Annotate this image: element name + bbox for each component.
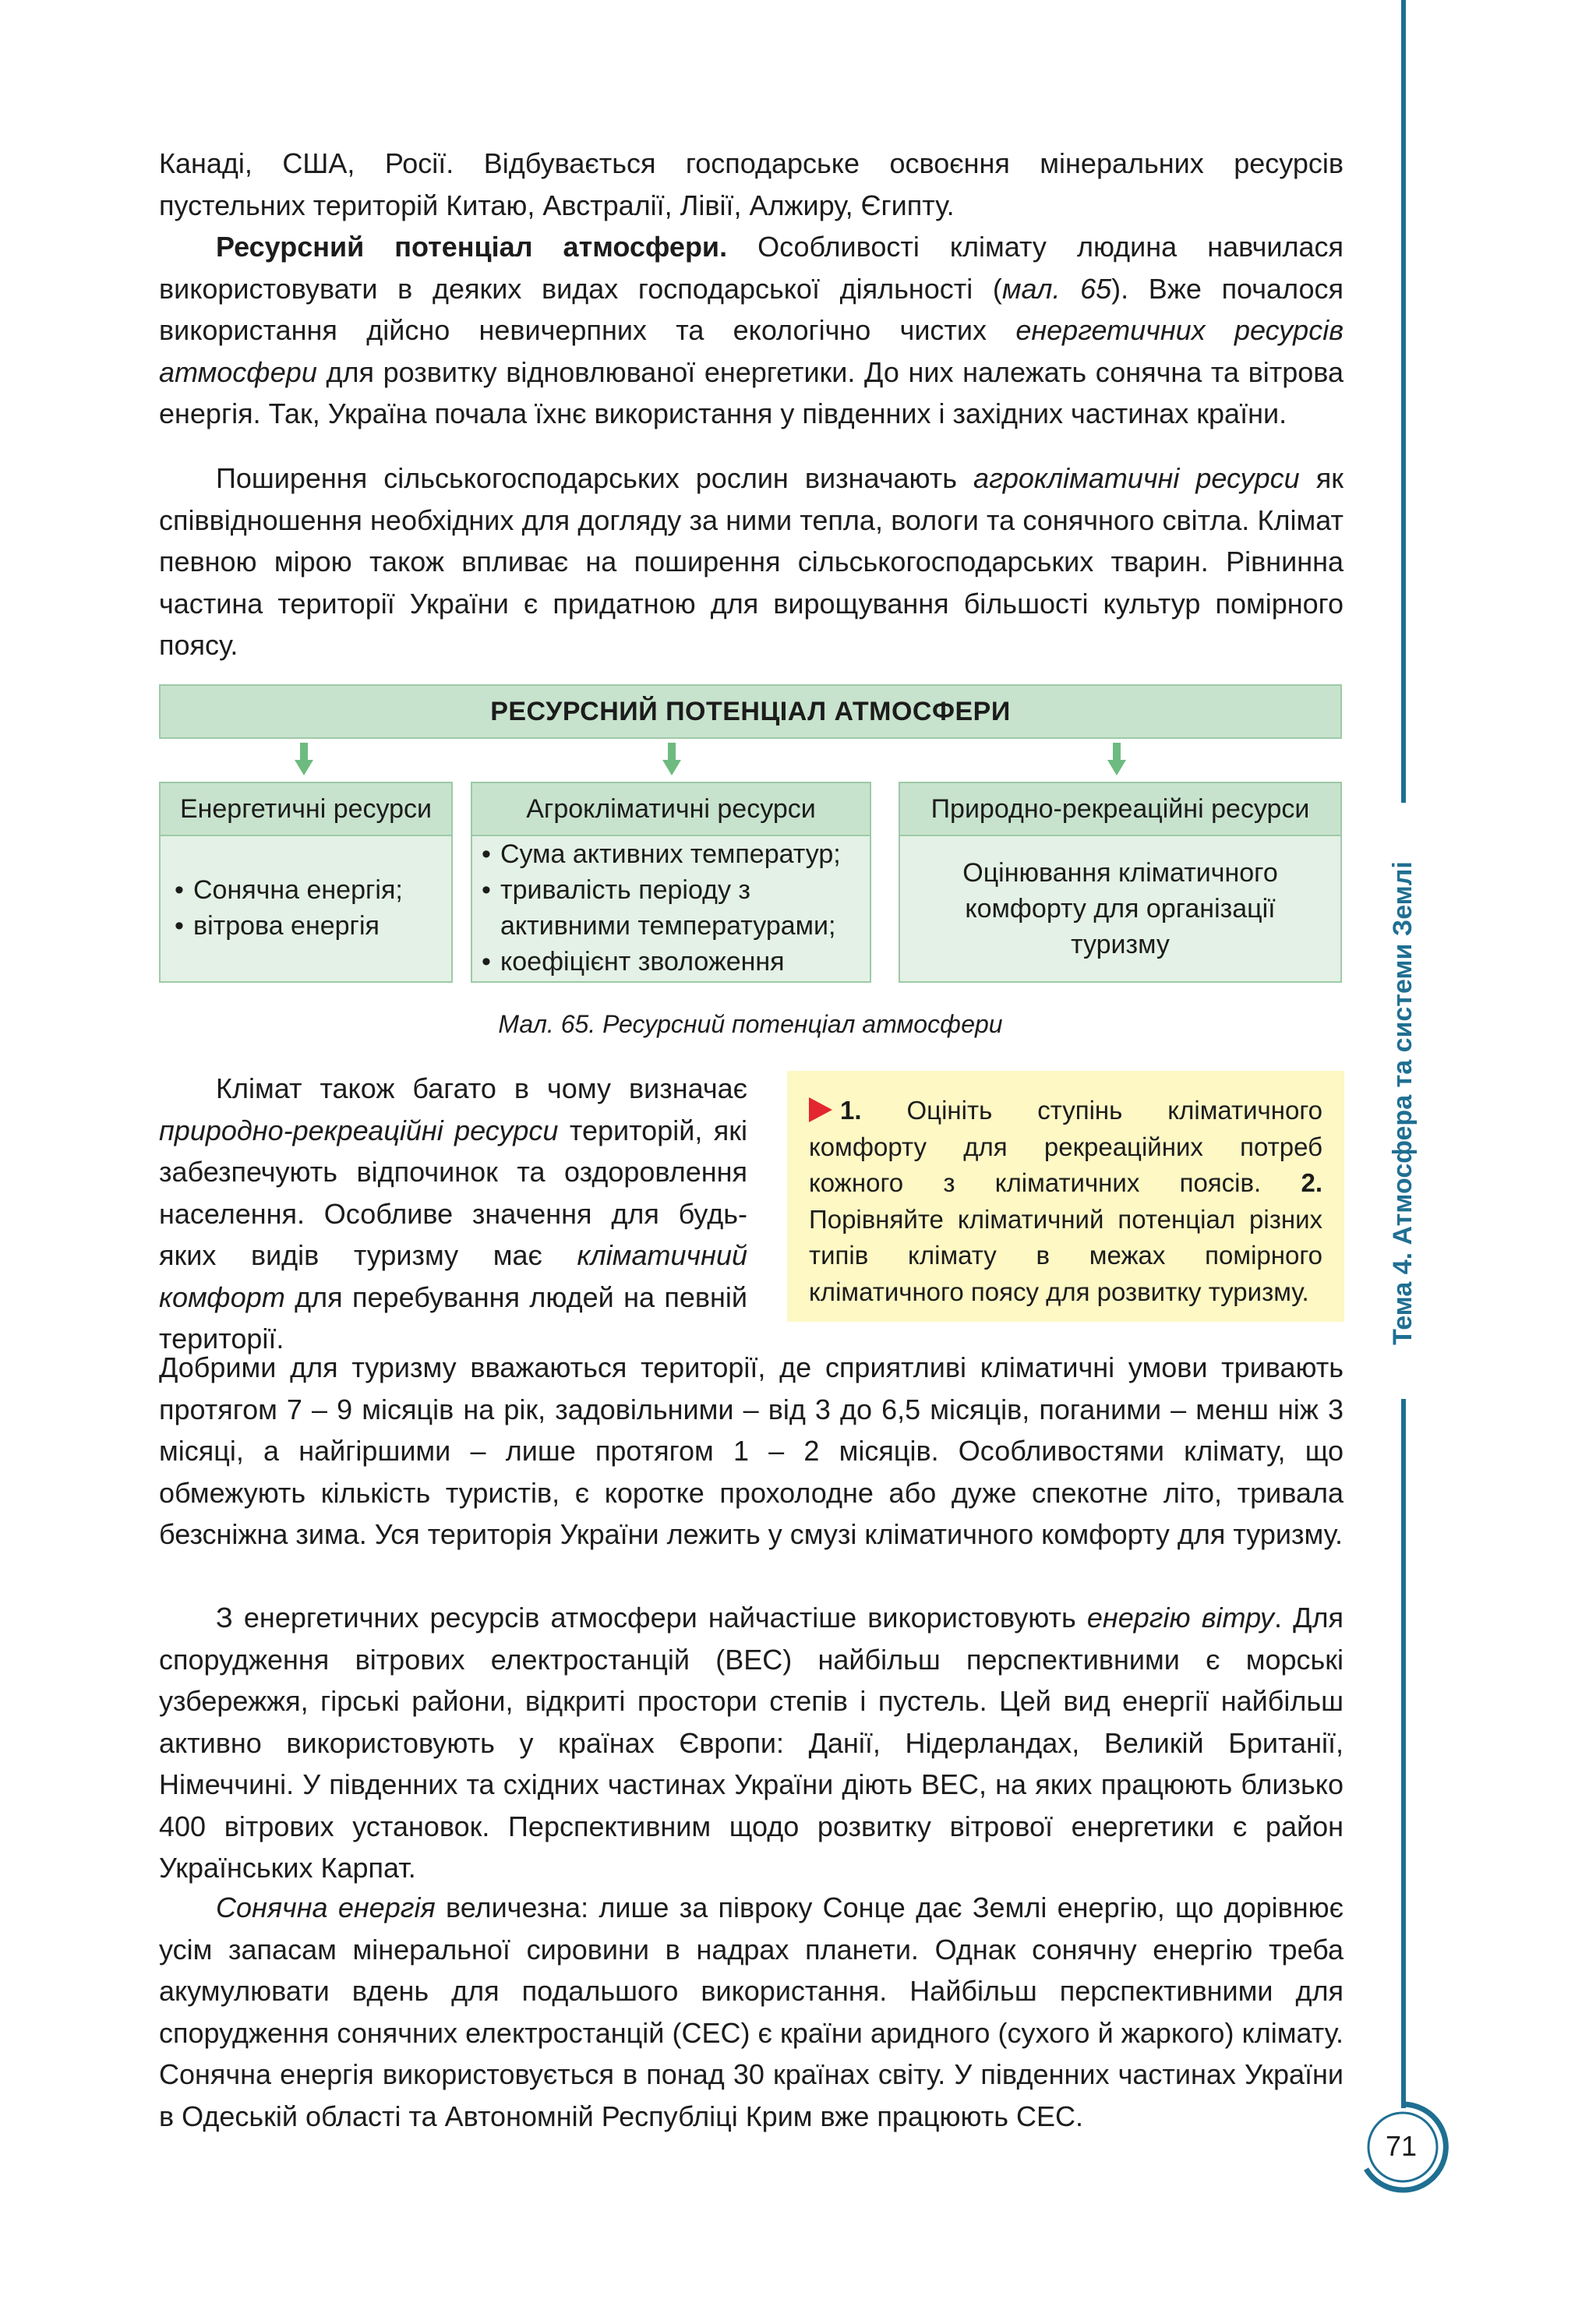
term-solar-energy: Сонячна енергія [216, 1891, 436, 1923]
column-heading: Агрокліматичні ресурси [471, 782, 871, 836]
list-item: • тривалість періоду з активними температурами; [477, 872, 870, 944]
arrow-down-icon [1107, 743, 1126, 775]
column-heading: Природно-рекреаційні ресурси [899, 782, 1342, 836]
intro-line-2: пустельних територій Китаю, Австралії, Лівії, Алжиру, Єгипту. [159, 189, 955, 221]
diagram-column-energy [159, 782, 453, 983]
term-wind-energy: енергію вітру [1086, 1602, 1274, 1634]
page-number: 71 [1385, 2130, 1418, 2162]
paragraph-agroclimatic: Поширення сільськогосподарських рослин визначають агрокліматичні ресурси як співвідношення необхідних для догляду за ними тепла, вологи та сонячного світла. Клімат певною мірою також впливає на поширення сільськогосподарських тварин. Рівнинна частина території України є придатною для вирощування більшості культур помірного поясу. [159, 462, 1344, 661]
task-text-2: Порівняйте кліматичний потенціал різних типів клімату в межах помірного кліматичного поясу для розвитку туризму. [809, 1204, 1322, 1306]
list-item: • Сума активних температур; [477, 836, 870, 872]
diagram-column-agroclimatic [471, 782, 871, 983]
paragraph-recreational-continued: Добрими для туризму вважаються території, де сприятливі кліматичні умови тривають протягом 7 – 9 місяців на рік, задовільними – від 3 до 6,5 місяців, поганими – менш ніж 3 місяці, а найгіршими – лише протягом 1 – 2 місяців. Особливостями клімату, що обмежують кількість туристів, є коротке прохолодне або дуже спекотне літо, тривала безсніжна зима. Уся територія України лежить у смузі кліматичного комфорту для туризму. [159, 1351, 1344, 1550]
task-text-1: Оцініть ступінь кліматичного комфорту для рекреаційних потреб кожного з кліматичних поясів. [809, 1096, 1322, 1197]
paragraph-wind-energy: З енергетичних ресурсів атмосфери найчастіше використовують енергію вітру. Для спорудження вітрових електростанцій (ВЕС) найбільш перспективними є морські узбережжя, гірські райони, відкриті простори степів і пустель. Цей вид енергії найбільш активно використовують у країнах Європи: Данії, Нідерландах, Великій Британії, Німеччині. У південних та східних частинах України діють ВЕС, на яких працюють близько 400 вітрових установок. Перспективним щодо розвитку вітрової енергетики є район Українських Карпат. [159, 1602, 1344, 1884]
paragraph-recreational: Клімат також багато в чому визначає природно-рекреаційні ресурси територій, які забезпечують відпочинок та оздоровлення населення. Особливе значення для будь-яких видів туризму має кліматичний комфорт для перебування людей на певній території. [159, 1072, 747, 1355]
paragraph-intro [159, 143, 1344, 226]
section-heading: Ресурсний потенціал атмосфери. [216, 231, 728, 263]
term-agroclimatic: агрокліматичні ресурси [973, 462, 1300, 494]
column-text: Оцінювання кліматичного комфорту для організації туризму [962, 858, 1278, 959]
list-item: • коефіцієнт зволоження [477, 944, 870, 980]
side-rule [1401, 1399, 1406, 2108]
paragraph-solar-energy: Сонячна енергія величезна: лише за півроку Сонце дає Землі енергію, що дорівнює усім запасам мінеральної сировини в надрах планети. Однак сонячну енергію треба акумулювати вдень для подальшого використання. Найбільш перспективними для спорудження сонячних електростанцій (СЕС) є країни аридного (сухого й жаркого) клімату. Сонячна енергія використовується в понад 30 країнах світу. У південних частинах України в Одеській області та Автономній Республіці Крим вже працюють СЕС. [159, 1891, 1344, 2132]
chapter-title: Тема 4. Атмосфера та системи Землі [1387, 860, 1418, 1345]
paragraph-resource-potential: Ресурсний потенціал атмосфери. Особливості клімату людина навчилася використовувати в деяких видах господарської діяльності (мал. 65). Вже почалося використання дійсно невичерпних та екологічно чистих енергетичних ресурсів атмосфери для розвитку відновлюваної енергетики. До них належать сонячна та вітрова енергія. Так, Україна почала їхнє використання у південних і західних частинах країни. [159, 231, 1344, 429]
term-energy-resources: енергетичних ресурсів атмосфери [159, 314, 1344, 388]
list-item: • вітрова енергія [170, 908, 451, 944]
intro-line-1: Канаді, США, Росії. Відбувається господарське освоєння мінеральних ресурсів [159, 147, 1344, 179]
figure-caption: Мал. 65. Ресурсний потенціал атмосфери [498, 1010, 1003, 1038]
arrow-down-icon [295, 743, 313, 775]
figure-reference: мал. 65 [1001, 272, 1112, 305]
task-box [787, 1071, 1344, 1322]
list-item: • Сонячна енергія; [170, 872, 451, 908]
play-marker-icon [809, 1097, 832, 1122]
chapter-tab [1381, 822, 1425, 1383]
term-climate-comfort: кліматичний комфорт [159, 1239, 747, 1313]
column-heading: Енергетичні ресурси [159, 782, 453, 836]
task-number-2: 2. [1301, 1168, 1322, 1197]
arrow-down-icon [662, 743, 681, 775]
task-number-1: 1. [840, 1096, 862, 1125]
diagram-title: РЕСУРСНИЙ ПОТЕНЦІАЛ АТМОСФЕРИ [159, 684, 1342, 739]
side-rule [1401, 0, 1406, 803]
term-recreational: природно-рекреаційні ресурси [159, 1114, 559, 1146]
diagram-column-recreational [899, 782, 1342, 983]
